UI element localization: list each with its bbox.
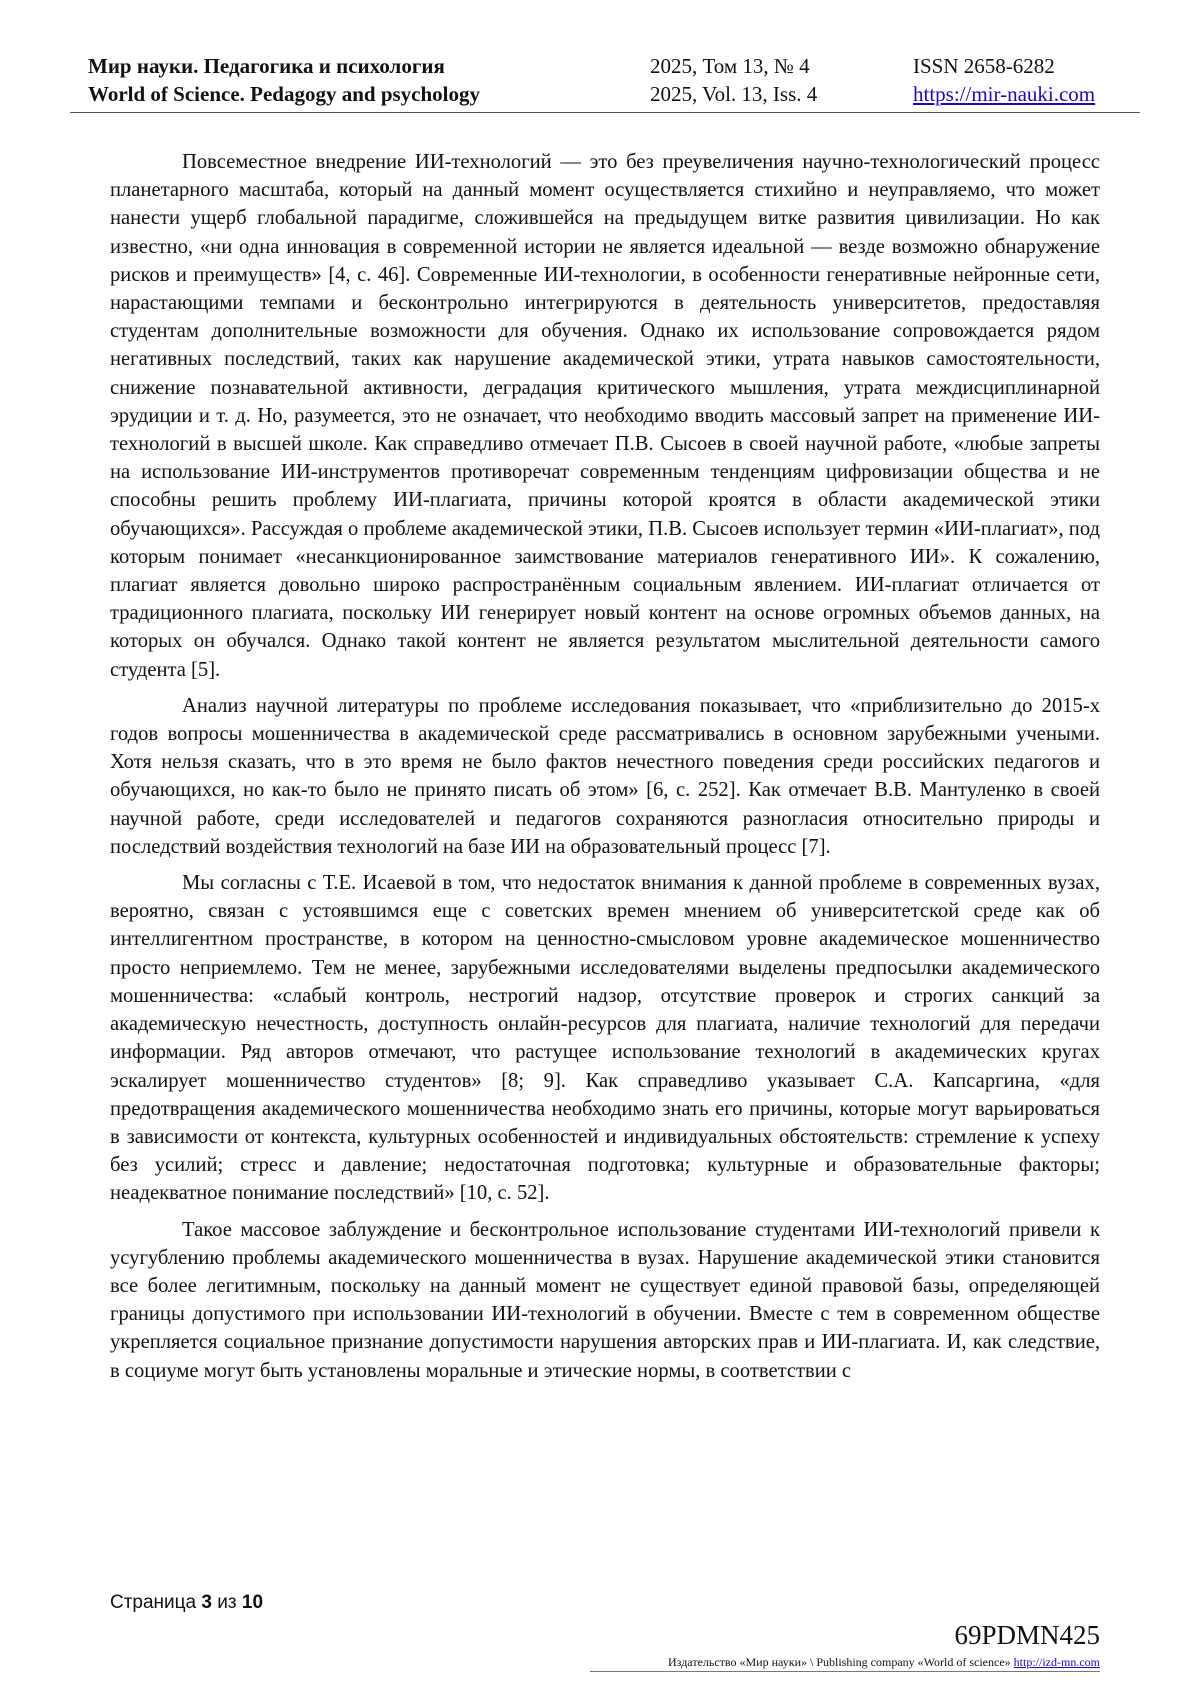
page-label: Страница <box>110 1592 197 1613</box>
paragraph-1: Повсеместное внедрение ИИ-технологий — это без преувеличения научно-технологический процесс планетарного масштаба, который на данный момент осуществляется стихийно и неуправляемо, что может нанести ущерб глобальной парадигме, сложившейся на предыдущем витке развития цивилизации. Но как известно, «ни одна инновация в современной истории не является идеальной — везде возможно обнаружение рисков и преимуществ» [4, с. 46]. Современные ИИ-технологии, в особенности генеративные нейронные сети, нарастающими темпами и бесконтрольно интегрируются в деятельность университетов, предоставляя студентам дополнительные возможности для обучения. Однако их использование сопровождается рядом негативных последствий, таких как нарушение академической этики, утрата навыков самостоятельности, снижение познавательной активности, деградация критического мышления, утрата междисциплинарной эрудиции и т. д. Но, разумеется, это не означает, что необходимо вводить массовый запрет на применение ИИ-технологий в высшей школе. Как справедливо отмечает П.В. Сысоев в своей научной работе, «любые запреты на использование ИИ-инструментов противоречат современным тенденциям цифровизации общества и не способны решить проблему ИИ-плагиата, причины которой кроятся в области академической этики обучающихся». Рассуждая о проблеме академической этики, П.В. Сысоев использует термин «ИИ-плагиат», под которым понимает «несанкционированное заимствование материалов генеративного ИИ». К сожалению, плагиат является довольно широко распространённым социальным явлением. ИИ-плагиат отличается от традиционного плагиата, поскольку ИИ генерирует новый контент на основе огромных объемов данных, на которых он обучался. Однако такой контент не является результатом мыслительной деятельности самого студента [5]. <box>110 151 1100 681</box>
journal-title-block <box>88 52 480 108</box>
journal-title-en: World of Science. Pedagogy and psychology <box>88 82 481 106</box>
journal-title-ru: Мир науки. Педагогика и психология <box>88 54 445 78</box>
footer-divider <box>590 1671 1100 1672</box>
issn: ISSN 2658-6282 <box>913 54 1055 78</box>
publisher-line <box>668 1655 1100 1669</box>
page-header <box>70 52 1140 113</box>
page-current: 3 <box>201 1592 212 1613</box>
publisher-url-link[interactable]: http://izd-mn.com <box>1013 1655 1100 1669</box>
page-number <box>110 1592 263 1614</box>
article-code: 69PDMN425 <box>954 1620 1100 1650</box>
issue-block <box>650 52 817 108</box>
article-body <box>110 148 1100 1393</box>
paragraph-2: Анализ научной литературы по проблеме исследования показывает, что «приблизительно до 2015-х годов вопросы мошенничества в академической среде рассматривались в основном зарубежными учеными. Хотя нельзя сказать, что в это время не было фактов нечестного поведения среди российских педагогов и обучающихся, но как-то было не принято писать об этом» [6, с. 252]. Как отмечает В.В. Мантуленко в своей научной работе, среди исследователей и педагогов сохраняются разногласия относительно природы и последствий воздействия технологий на базе ИИ на образовательный процесс [7]. <box>110 694 1100 858</box>
publisher-text: Издательство «Мир науки» \ Publishing company «World of science» <box>668 1655 1011 1669</box>
issue-en: 2025, Vol. 13, Iss. 4 <box>650 82 818 106</box>
issn-block <box>913 52 1095 108</box>
journal-url-link[interactable]: https://mir-nauki.com <box>913 82 1096 106</box>
issue-ru: 2025, Том 13, № 4 <box>650 54 810 78</box>
page-total: 10 <box>241 1592 264 1613</box>
page-of: из <box>217 1592 237 1613</box>
paragraph-3: Мы согласны с Т.Е. Исаевой в том, что недостаток внимания к данной проблеме в современных вузах, вероятно, связан с устоявшимся еще с советских времен мнением об университетской среде как об интеллигентном пространстве, в котором на ценностно-смысловом уровне академическое мошенничество просто неприемлемо. Тем не менее, зарубежными исследователями выделены предпосылки академического мошенничества: «слабый контроль, нестрогий надзор, отсутствие проверок и строгих санкций за академическую нечестность, доступность онлайн-ресурсов для плагиата, наличие технологий для передачи информации. Ряд авторов отмечают, что растущее использование технологий в академических кругах эскалирует мошенничество студентов» [8; 9]. Как справедливо указывает С.А. Капсаргина, «для предотвращения академического мошенничества необходимо знать его причины, которые могут варьироваться в зависимости от контекста, культурных особенностей и индивидуальных обстоятельств: стремление к успеху без усилий; стресс и давление; недостаточная подготовка; культурные и образовательные факторы; неадекватное понимание последствий» [10, с. 52]. <box>110 872 1100 1205</box>
paragraph-4: Такое массовое заблуждение и бесконтрольное использование студентами ИИ-технологий привели к усугублению проблемы академического мошенничества в вузах. Нарушение академической этики становится все более легитимным, поскольку на данный момент не существует единой правовой базы, определяющей границы допустимого при использовании ИИ-технологий в обучении. Вместе с тем в современном обществе укрепляется социальное признание допустимости нарушения авторских прав и ИИ-плагиата. И, как следствие, в социуме могут быть установлены моральные и этические нормы, в соответствии с <box>110 1218 1100 1382</box>
